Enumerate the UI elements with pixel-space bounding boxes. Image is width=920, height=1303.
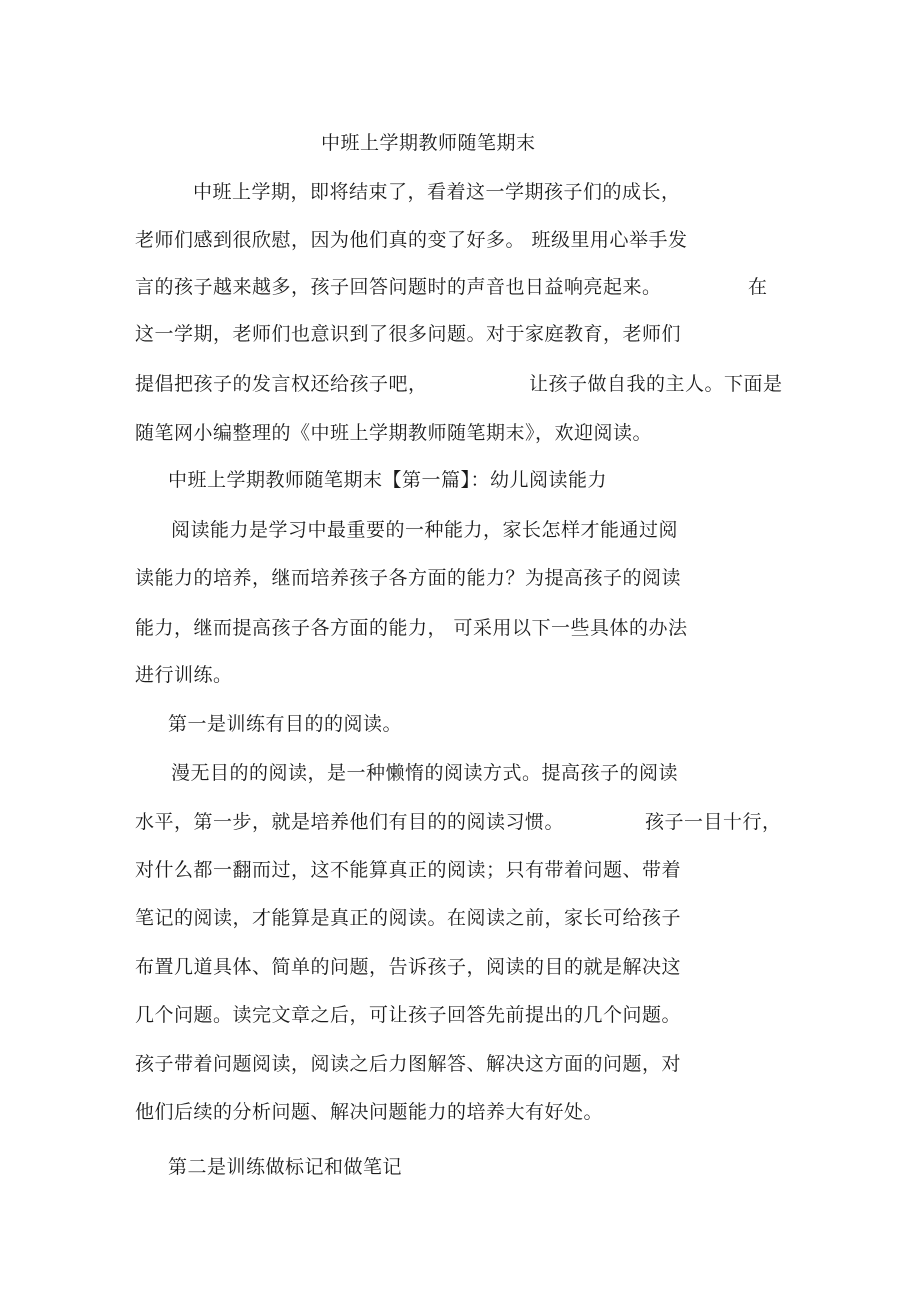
- para2-line-2a: 水平，第一步，就是培养他们有目的的阅读习惯。: [135, 811, 565, 833]
- intro-line-3a: 言的孩子越来越多，孩子回答问题时的声音也日益响亮起来。: [135, 276, 662, 298]
- para2-line-6: 几个问题。读完文章之后，可让孩子回答先前提出的几个问题。: [135, 1004, 682, 1026]
- para1-line-2: 读能力的培养，继而培养孩子各方面的能力？为提高孩子的阅读: [135, 567, 682, 589]
- intro-line-5a: 提倡把孩子的发言权还给孩子吧，: [135, 373, 428, 395]
- intro-line-2: 老师们感到很欣慰，因为他们真的变了好多。 班级里用心举手发: [135, 229, 688, 251]
- intro-line-5b: 让孩子做自我的主人。下面是: [529, 373, 783, 395]
- para1-line-1: 阅读能力是学习中最重要的一种能力，家长怎样才能通过阅: [171, 519, 679, 541]
- para2-line-8: 他们后续的分析问题、解决问题能力的培养大有好处。: [135, 1101, 604, 1123]
- intro-line-6: 随笔网小编整理的《中班上学期教师随笔期末》，欢迎阅读。: [135, 422, 653, 444]
- intro-line-3b: 在: [748, 276, 768, 298]
- intro-line-4: 这一学期，老师们也意识到了很多问题。对于家庭教育，老师们: [135, 323, 682, 345]
- para2-line-2b: 孩子一目十行，: [645, 811, 782, 833]
- para2-line-4: 笔记的阅读，才能算是真正的阅读。在阅读之前，家长可给孩子: [135, 907, 682, 929]
- point2-heading: 第二是训练做标记和做笔记: [168, 1156, 403, 1178]
- para1-line-3: 能力，继而提高孩子各方面的能力， 可采用以下一些具体的办法: [135, 617, 688, 639]
- para2-line-5: 布置几道具体、简单的问题，告诉孩子，阅读的目的就是解决这: [135, 956, 682, 978]
- para2-line-1: 漫无目的的阅读，是一种懒惰的阅读方式。提高孩子的阅读: [171, 762, 679, 784]
- para2-line-7: 孩子带着问题阅读，阅读之后力图解答、解决这方面的问题，对: [135, 1053, 682, 1075]
- intro-line-1: 中班上学期，即将结束了，看着这一学期孩子们的成长，: [193, 181, 681, 203]
- point1-heading: 第一是训练有目的的阅读。: [168, 713, 403, 735]
- document-title: 中班上学期教师随笔期末: [321, 132, 536, 154]
- para2-line-3: 对什么都一翻而过，这不能算真正的阅读；只有带着问题、带着: [135, 859, 682, 881]
- para1-line-4: 进行训练。: [135, 664, 233, 686]
- section-heading: 中班上学期教师随笔期末【第一篇】：幼儿阅读能力: [168, 469, 608, 491]
